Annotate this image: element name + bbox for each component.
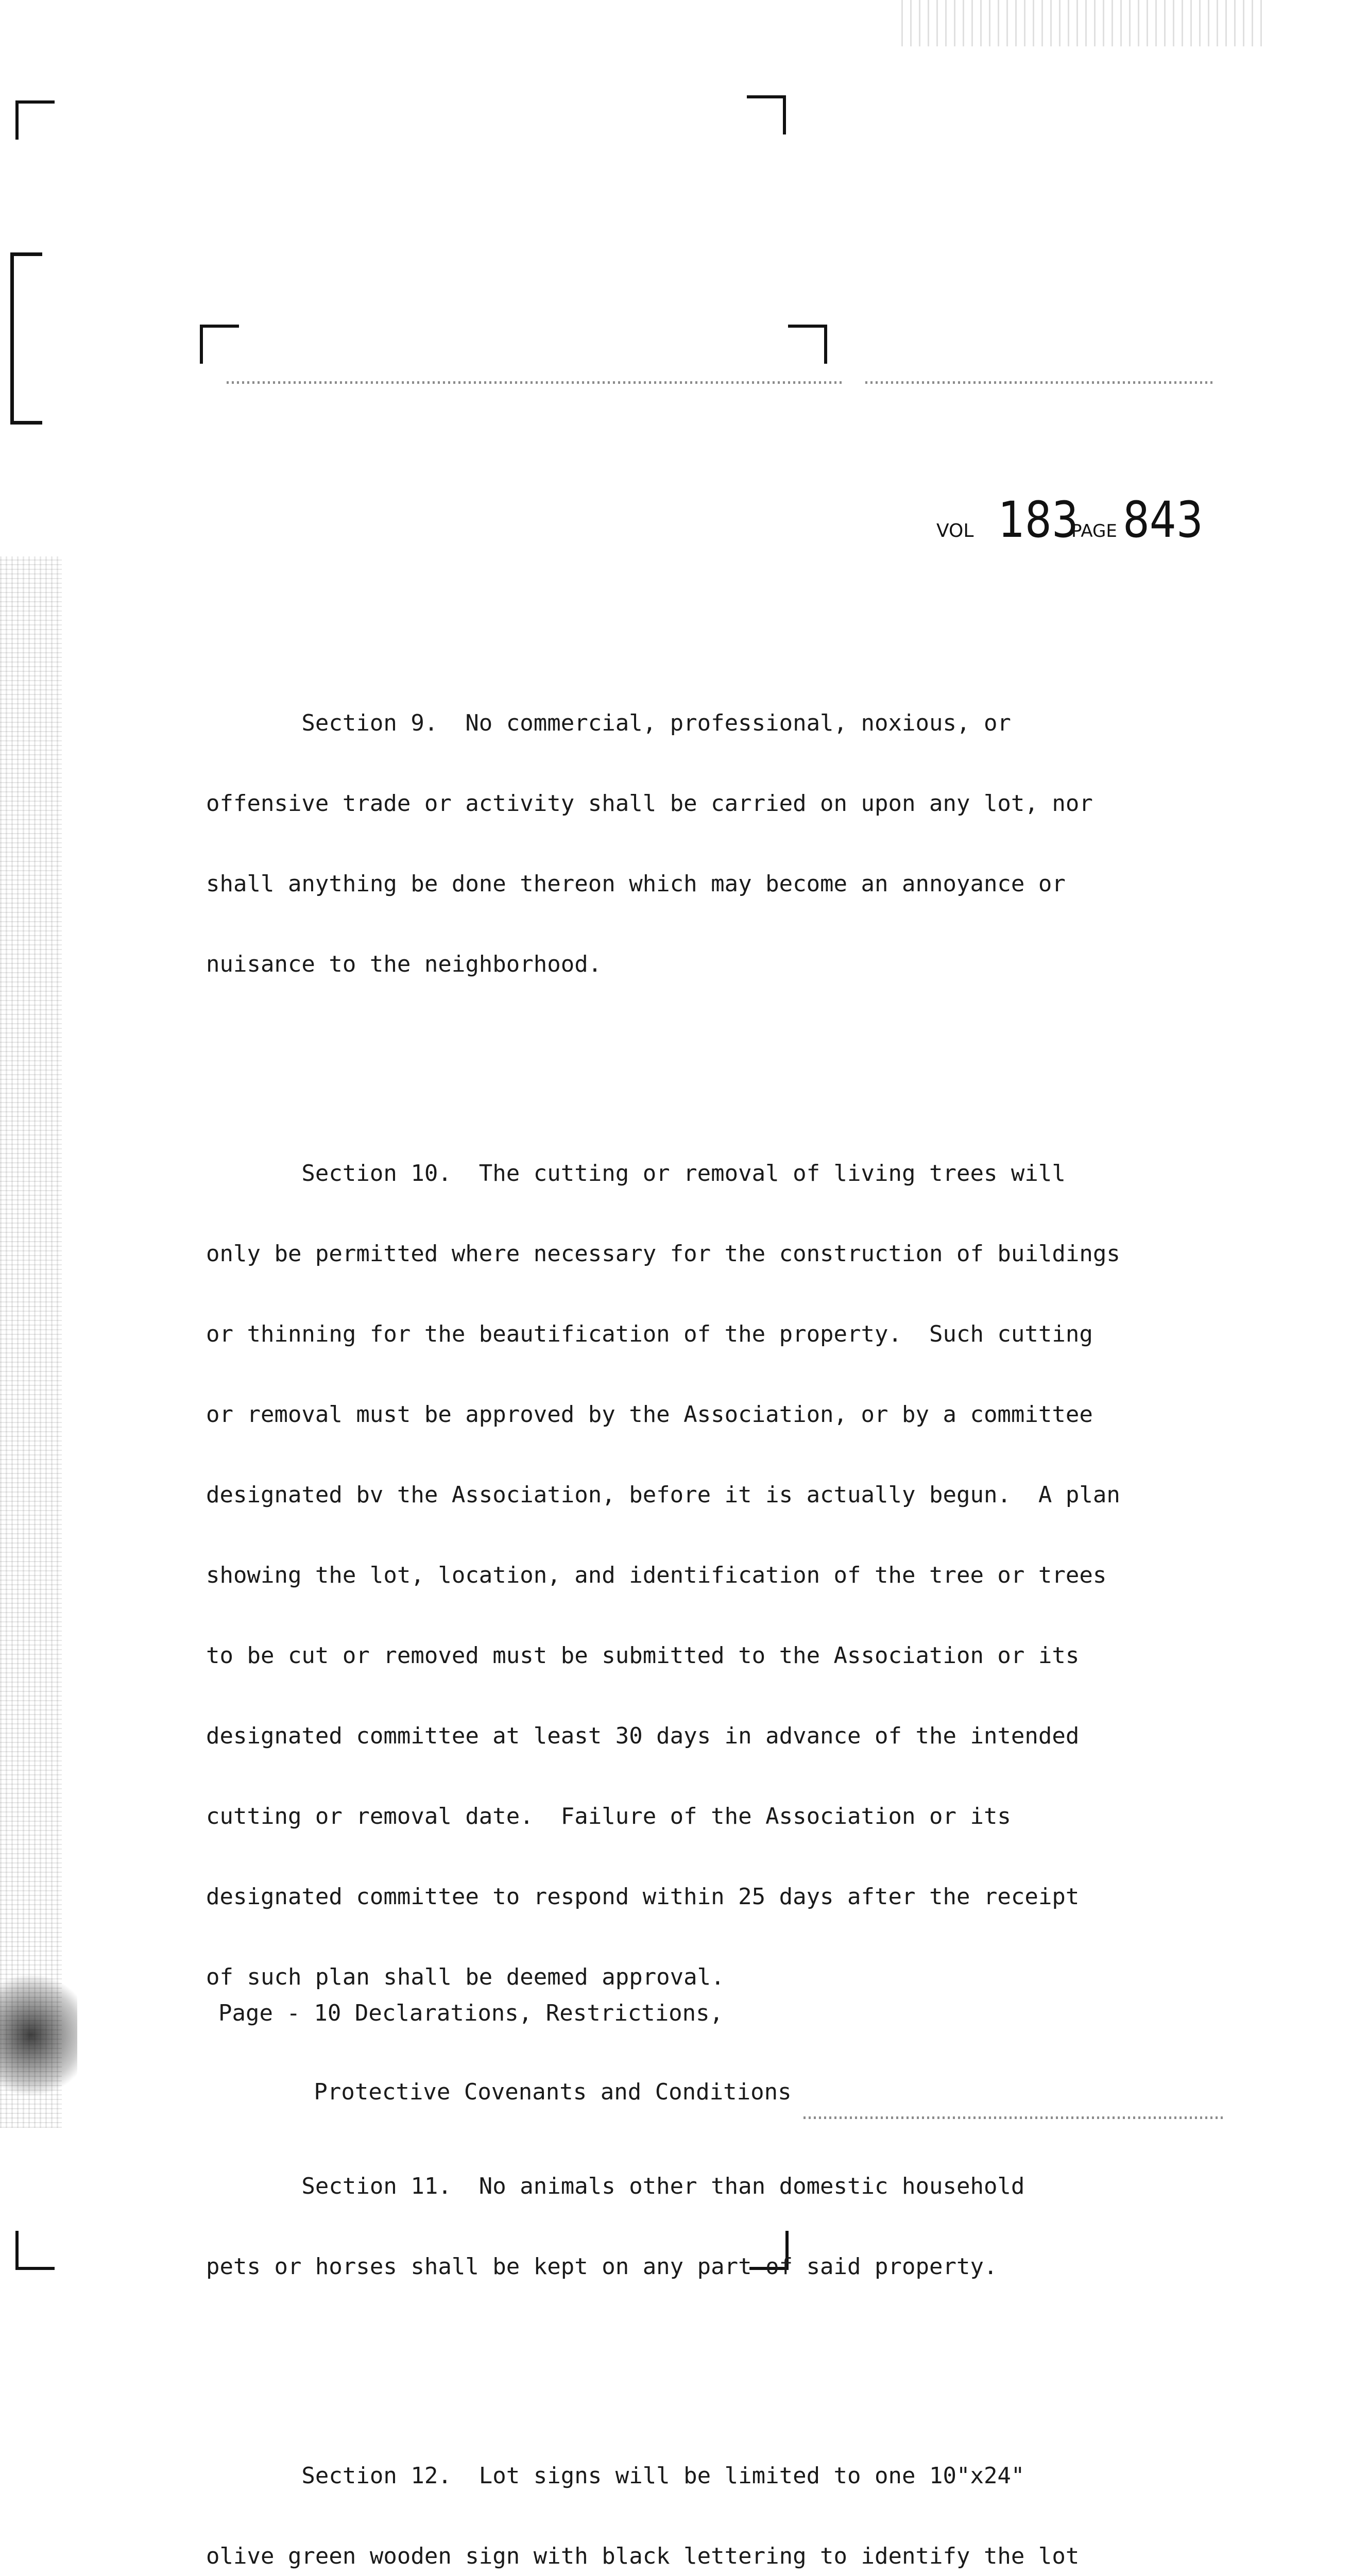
text-line: only be permitted where necessary for the construction of buildings xyxy=(206,1241,1120,1267)
text-line: offensive trade or activity shall be carried on upon any lot, nor xyxy=(206,790,1093,817)
scan-noise-line-upper-right xyxy=(865,381,1216,384)
text-line: Section 10. The cutting or removal of living trees will xyxy=(206,1160,1066,1187)
footer-line-1: Page - 10 Declarations, Restrictions, xyxy=(218,2000,724,2026)
vol-number: 183 xyxy=(998,491,1079,549)
section-10 xyxy=(206,1107,1288,2044)
footer-line-2: Protective Covenants and Conditions xyxy=(218,2079,792,2105)
corner-mark-top-left xyxy=(15,100,55,140)
text-line: olive green wooden sign with black lettering to identify the lot xyxy=(206,2543,1080,2569)
text-line: designated committee at least 30 days in advance of the intended xyxy=(206,1723,1080,1749)
text-line: nuisance to the neighborhood. xyxy=(206,951,602,977)
document-body xyxy=(206,603,1288,2576)
text-line: or thinning for the beautification of the property. Such cutting xyxy=(206,1321,1093,1347)
text-line: to be cut or removed must be submitted to the Association or its xyxy=(206,1642,1080,1669)
text-line: pets or horses shall be kept on any part of said property. xyxy=(206,2253,998,2280)
page-footer xyxy=(218,1947,1145,2158)
binding-bracket xyxy=(10,252,42,425)
text-line: showing the lot, location, and identification of the tree or trees xyxy=(206,1562,1107,1588)
corner-mark-inner-top-right xyxy=(788,325,827,364)
text-line: Section 9. No commercial, professional, noxious, or xyxy=(206,710,1011,736)
text-line: designated bv the Association, before it is actually begun. A plan xyxy=(206,1482,1120,1508)
text-line: or removal must be approved by the Association, or by a committee xyxy=(206,1401,1093,1428)
text-line: cutting or removal date. Failure of the Association or its xyxy=(206,1803,1011,1829)
scan-speckle-left xyxy=(0,556,62,2128)
text-line: of such plan shall be deemed approval. xyxy=(206,1964,725,1990)
text-line: Section 11. No animals other than domestic household xyxy=(206,2173,1025,2199)
vol-label: VOL xyxy=(936,520,974,541)
scan-noise-top xyxy=(901,0,1262,46)
section-12 xyxy=(206,2409,1288,2576)
text-line: designated committee to respond within 25 days after the receipt xyxy=(206,1884,1080,1910)
scan-blotch-left xyxy=(0,1968,77,2102)
page-number: 843 xyxy=(1123,491,1203,549)
section-9 xyxy=(206,656,1288,1031)
page-label: PAGE xyxy=(1071,521,1117,541)
corner-mark-top-right xyxy=(747,95,786,134)
text-line: Section 12. Lot signs will be limited to one 10"x24" xyxy=(206,2463,1025,2489)
corner-mark-inner-top-left xyxy=(200,325,239,364)
scan-noise-line-upper xyxy=(227,381,845,384)
volume-page-stamp xyxy=(936,492,1204,549)
text-line: shall anything be done thereon which may become an annoyance or xyxy=(206,871,1066,897)
corner-mark-bottom-left xyxy=(15,2231,55,2270)
